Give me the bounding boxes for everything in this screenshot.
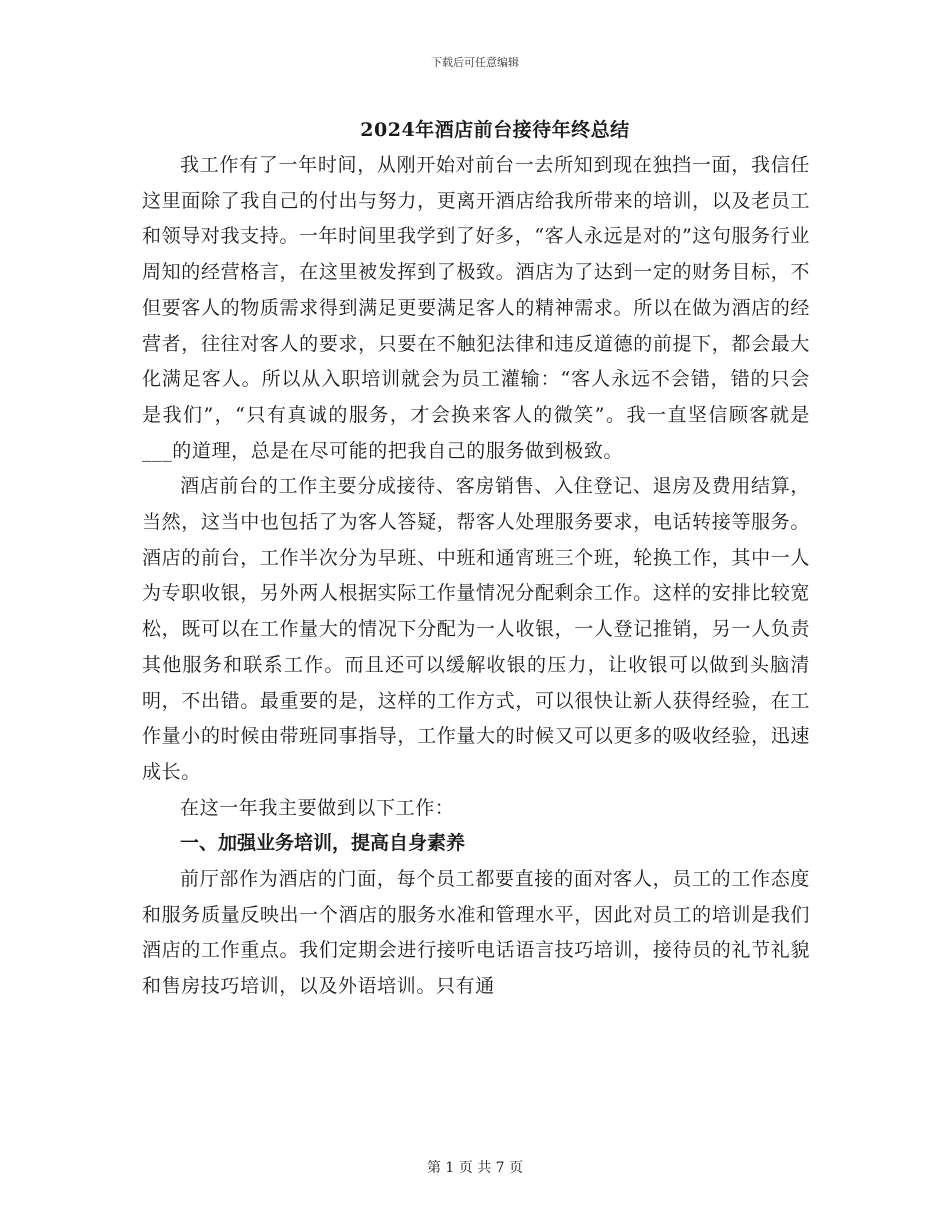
page-header-note: 下载后可任意编辑 — [431, 56, 519, 69]
paragraph-training: 前厅部作为酒店的门面，每个员工都要直接的面对客人，员工的工作态度和服务质量反映出一个酒店的服务水准和管理水平，因此对员工的培训是我们酒店的工作重点。我们定期会进行接听电话语言技巧培训，接待员的礼节礼貌和售房技巧培训，以及外语培训。只有通 — [142, 868, 810, 998]
paragraph-front-desk-duties: 酒店前台的工作主要分成接待、客房销售、入住登记、退房及费用结算，当然，这当中也包括了为客人答疑，帮客人处理服务要求，电话转接等服务。酒店的前台，工作半次分为早班、中班和通宵班三个班，轮换工作，其中一人为专职收银，另外两人根据实际工作量情况分配剩余工作。这样的安排比较宽松，既可以在工作量大的情况下分配为一人收银，一人登记推销，另一人负责其他服务和联系工作。而且还可以缓解收银的压力，让收银可以做到头脑清明，不出错。最重要的是，这样的工作方式，可以很快让新人获得经验，在工作量小的时候由带班同事指导，工作量大的时候又可以更多的吸收经验，迅速成长。 — [142, 475, 810, 783]
paragraph-intro: 我工作有了一年时间，从刚开始对前台一去所知到现在独挡一面，我信任这里面除了我自己的付出与努力，更离开酒店给我所带来的培训，以及老员工和领导对我支持。一年时间里我学到了好多，“客人永远是对的”这句服务行业周知的经营格言，在这里被发挥到了极致。酒店为了达到一定的财务目标，不但要客人的物质需求得到满足更要满足客人的精神需求。所以在做为酒店的经营者，往往对客人的要求，只要在不触犯法律和违反道德的前提下，都会最大化满足客人。所以从入职培训就会为员工灌输：“客人永远不会错，错的只会是我们”，“只有真诚的服务，才会换来客人的微笑”。我一直坚信顾客就是___的道理，总是在尽可能的把我自己的服务做到极致。 — [142, 154, 810, 462]
section-heading-training: 一、加强业务培训，提高自身素养 — [180, 832, 466, 855]
page-number-footer: 第 1 页 共 7 页 — [426, 1160, 524, 1176]
document-title: 2024年酒店前台接待年终总结 — [360, 119, 630, 141]
document-body — [142, 148, 810, 1005]
paragraph-work-summary-lead: 在这一年我主要做到以下工作： — [180, 796, 455, 819]
